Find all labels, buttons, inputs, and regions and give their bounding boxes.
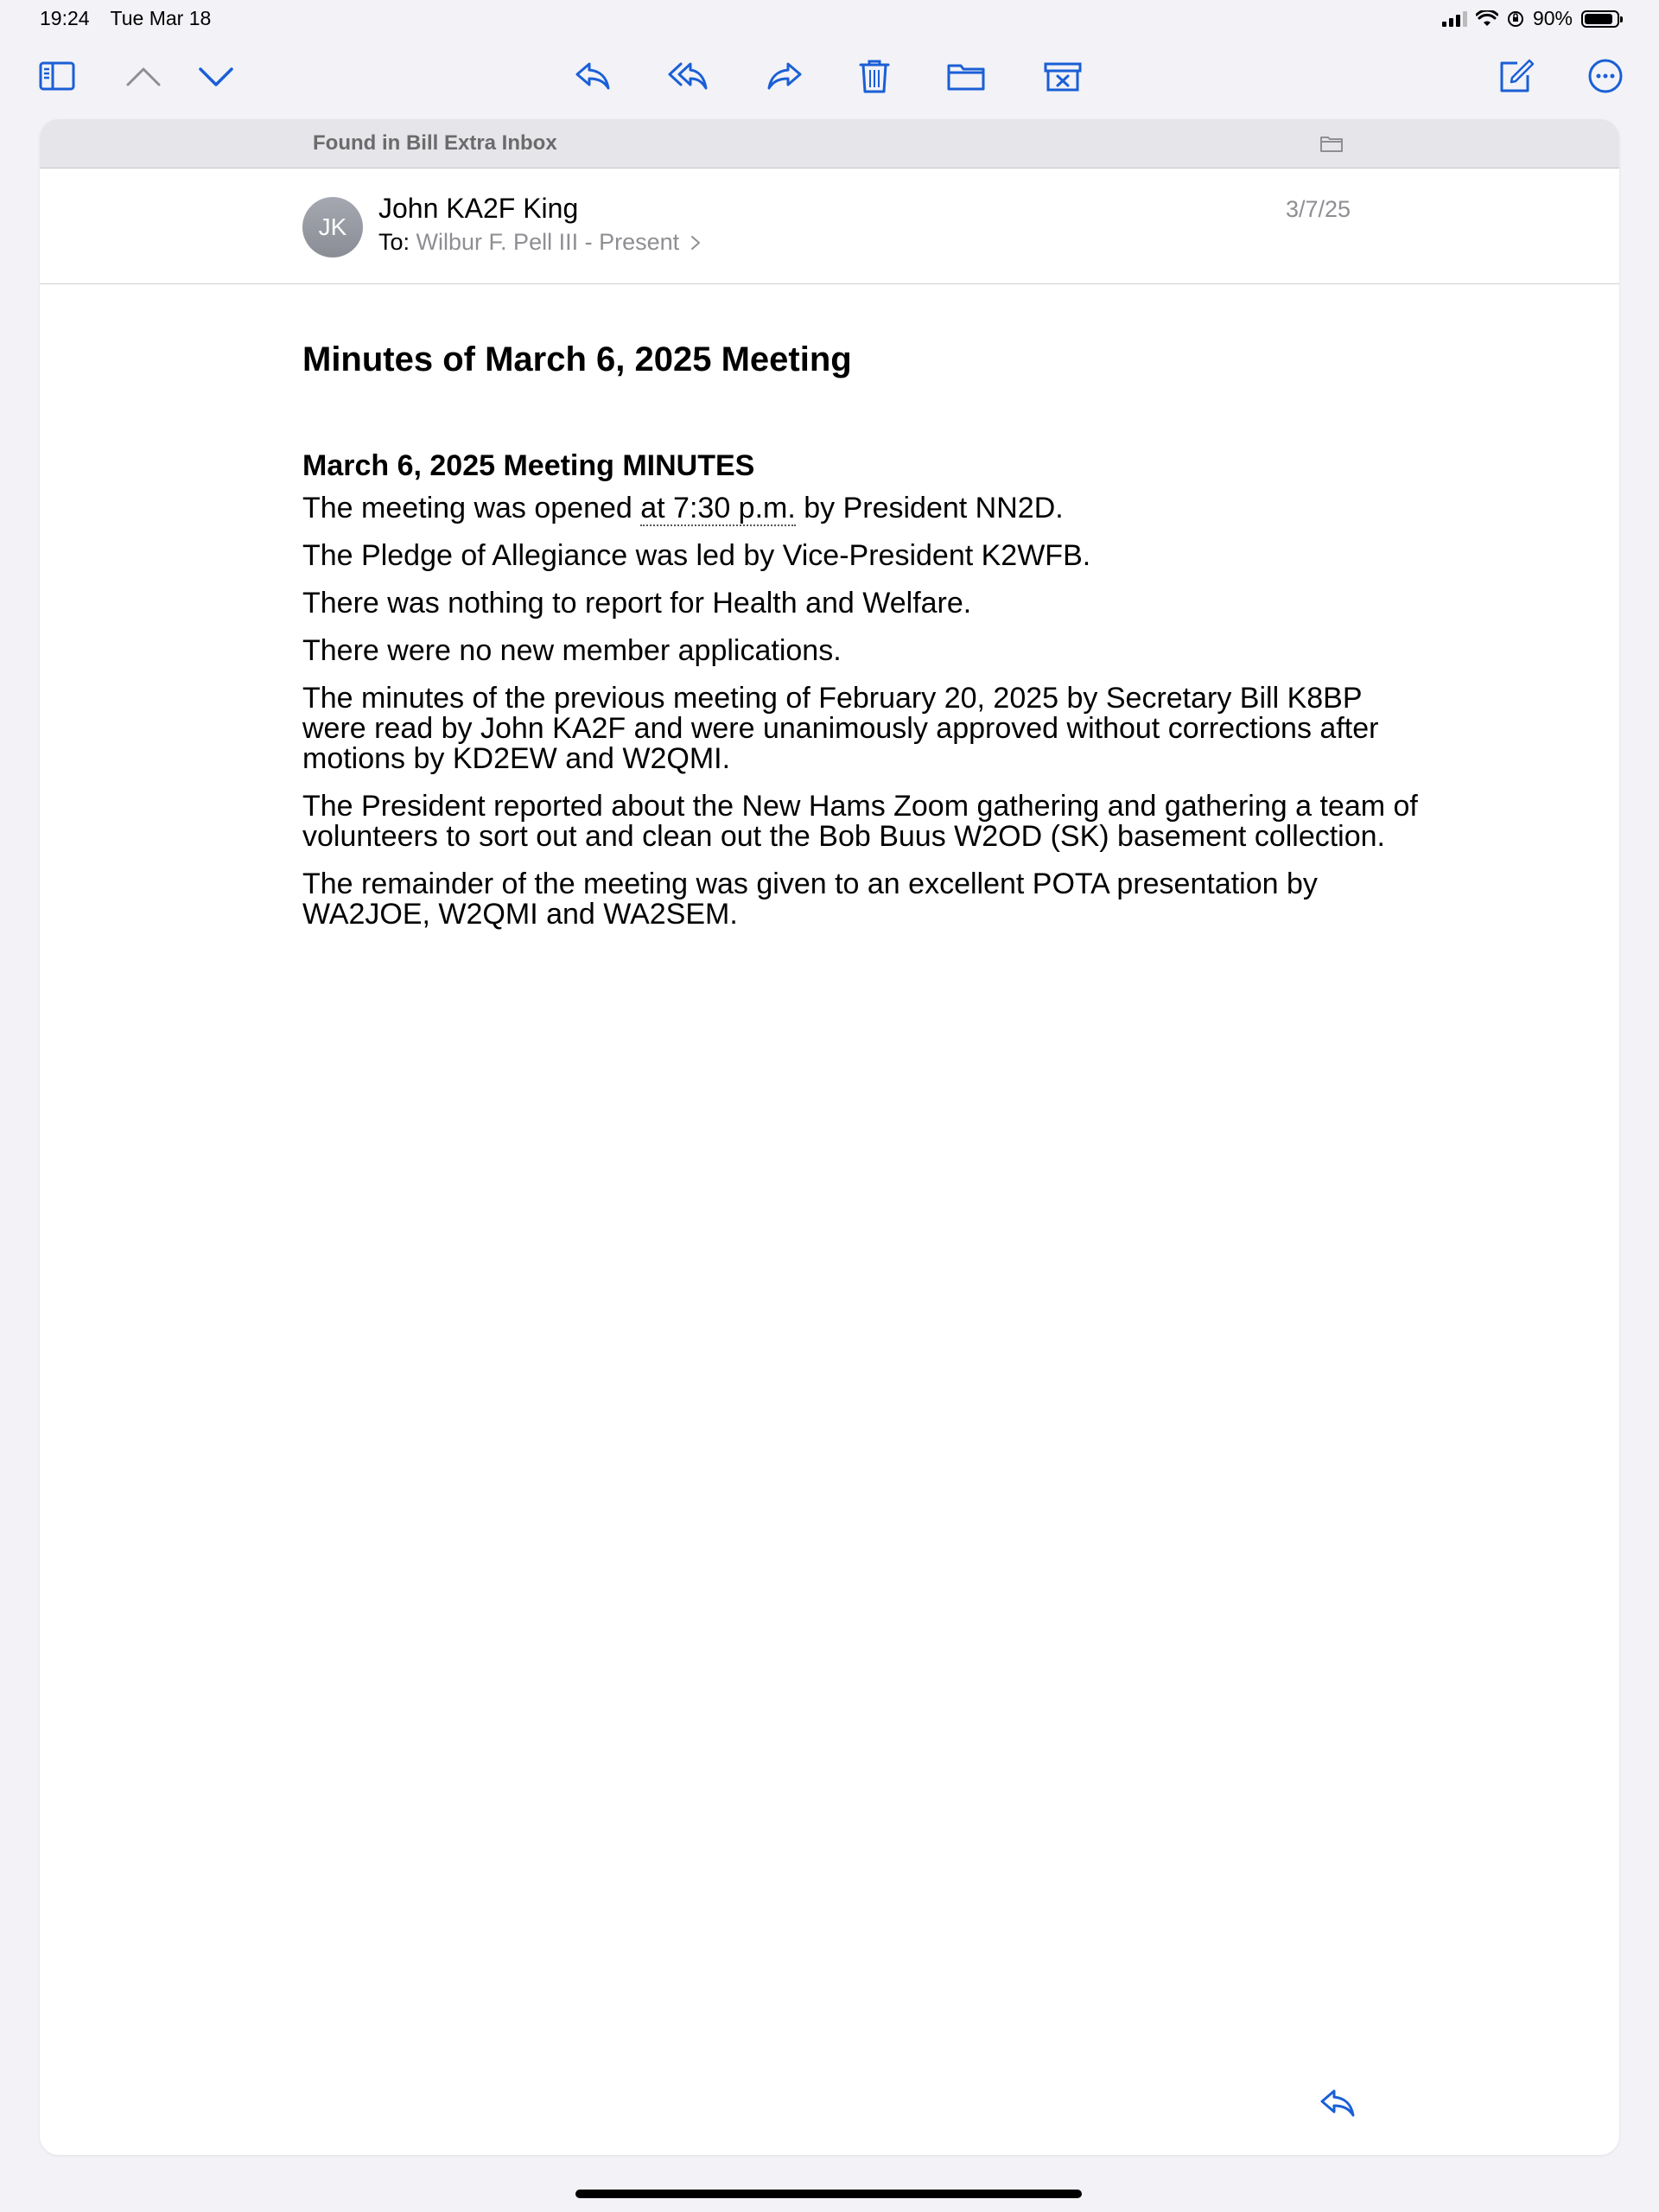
body-paragraph: There was nothing to report for Health and Welfare. [302, 587, 972, 620]
body-paragraph [302, 493, 1426, 524]
battery-icon [1581, 10, 1619, 28]
recipients-line[interactable] [378, 229, 702, 256]
folder-icon [945, 55, 987, 97]
message-card [40, 119, 1619, 2155]
status-bar [0, 0, 1659, 38]
to-label: To: [378, 229, 410, 255]
p1-after: by President NN2D. [795, 492, 1064, 524]
compose-button[interactable] [1490, 50, 1541, 102]
chevron-down-icon [195, 55, 237, 97]
found-in-bar [40, 119, 1619, 168]
sidebar-toggle-button[interactable] [31, 50, 83, 102]
battery-percent: 90% [1532, 7, 1573, 29]
status-date: Tue Mar 18 [110, 7, 212, 29]
message-header [40, 168, 1619, 284]
reply-all-icon [667, 55, 709, 97]
more-button[interactable] [1580, 50, 1631, 102]
chevron-up-icon [123, 55, 164, 97]
forward-button[interactable] [759, 50, 810, 102]
sender-name[interactable]: John KA2F King [378, 193, 579, 224]
bottom-reply-button[interactable] [1313, 2079, 1362, 2127]
detected-time-link[interactable]: at 7:30 p.m. [640, 492, 796, 524]
next-message-button[interactable] [190, 50, 242, 102]
body-paragraph: The minutes of the previous meeting of February 20, 2025 by Secretary Bill K8BP were read by John KA2F and were unanimously approved without corrections after motions by KD2EW and W2QMI. [302, 682, 1379, 775]
message-date: 3/7/25 [1286, 196, 1351, 222]
body-paragraph: The President reported about the New Hams Zoom gathering and gathering a team of volunteers to sort out and clean out the Bob Buus W2OD (SK) basement collection. [302, 790, 1418, 853]
minutes-title: March 6, 2025 Meeting MINUTES [302, 449, 755, 482]
chevron-right-icon [690, 234, 702, 251]
cellular-signal-icon [1442, 11, 1467, 27]
previous-message-button[interactable] [118, 50, 169, 102]
body-paragraph: The remainder of the meeting was given to an excellent POTA presentation by WA2JOE, W2QMI and WA2SEM. [302, 868, 1318, 931]
archive-icon [1042, 55, 1084, 97]
p1-before: The meeting was opened [302, 492, 641, 524]
orientation-lock-icon [1507, 10, 1524, 28]
status-time: 19:24 [40, 7, 90, 29]
status-left [40, 7, 226, 30]
reply-icon [1317, 2082, 1358, 2124]
status-right [1442, 7, 1619, 30]
more-icon [1585, 55, 1626, 97]
folder-icon[interactable] [1319, 131, 1344, 156]
reply-button[interactable] [567, 50, 619, 102]
reply-all-button[interactable] [662, 50, 714, 102]
wifi-icon [1476, 10, 1498, 28]
avatar[interactable]: JK [302, 197, 363, 257]
compose-icon [1495, 55, 1536, 97]
recipients[interactable]: Wilbur F. Pell III - Present [416, 229, 680, 255]
body-paragraph: The Pledge of Allegiance was led by Vice-President K2WFB. [302, 539, 1091, 572]
archive-button[interactable] [1037, 50, 1089, 102]
forward-icon [764, 55, 805, 97]
message-body [302, 449, 1426, 947]
home-indicator[interactable] [575, 2190, 1082, 2198]
reply-icon [572, 55, 613, 97]
trash-icon [854, 55, 895, 97]
body-paragraph: There were no new member applications. [302, 634, 842, 667]
sidebar-icon [36, 55, 78, 97]
trash-button[interactable] [849, 50, 900, 102]
found-in-label: Found in Bill Extra Inbox [313, 131, 557, 155]
move-to-folder-button[interactable] [940, 50, 992, 102]
message-subject: Minutes of March 6, 2025 Meeting [302, 340, 852, 378]
toolbar [0, 50, 1659, 107]
